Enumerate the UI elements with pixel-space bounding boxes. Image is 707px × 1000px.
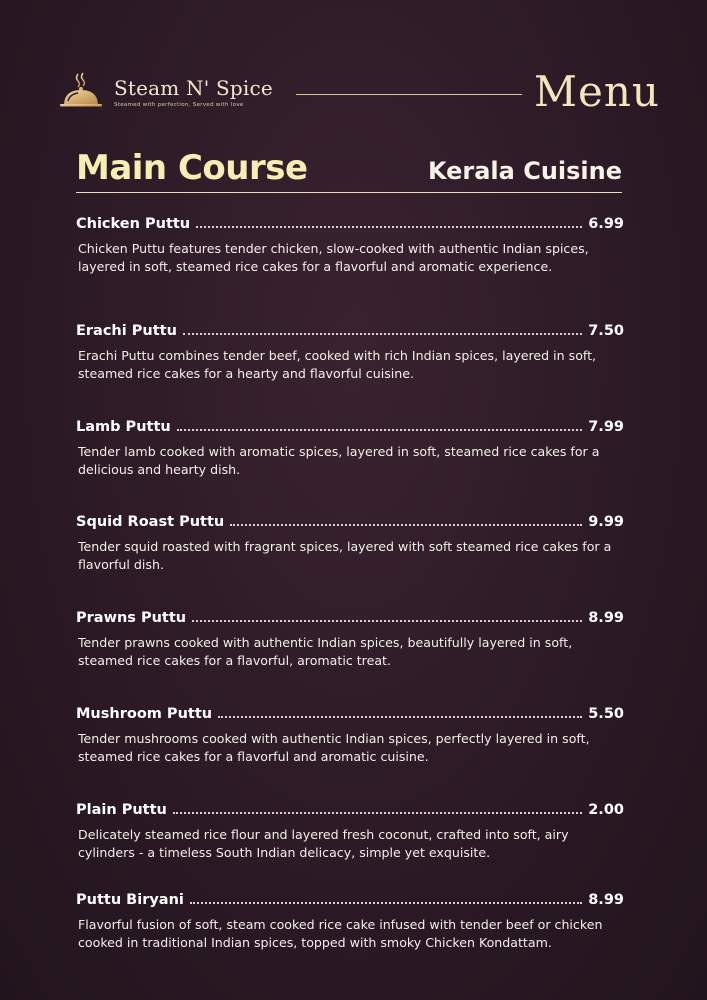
item-name: Erachi Puttu [76,323,177,339]
item-description: Delicately steamed rice flour and layered fresh coconut, crafted into soft, airy cylinders - a timeless South Indian delicacy, simple yet exquisite. [78,827,569,860]
brand-tagline: Steamed with perfection, Served with love [114,102,244,108]
section-header [76,146,622,192]
section-divider [76,192,622,193]
item-description: Tender lamb cooked with aromatic spices, layered in soft, steamed rice cakes for a delicious and hearty dish. [78,444,600,477]
item-price: 5.50 [588,706,624,722]
item-price: 8.99 [588,610,624,626]
dot-leader [173,812,582,814]
item-price: 8.99 [588,892,624,908]
brand-name: Steam N' Spice [114,76,273,100]
logo [56,70,273,114]
menu-item [76,417,624,478]
header [0,0,707,130]
header-divider [296,94,522,95]
item-name: Lamb Puttu [76,419,171,435]
item-description: Flavorful fusion of soft, steam cooked rice cake infused with tender beef or chicken cooked in traditional Indian spices, topped with smoky Chicken Kondattam. [78,917,603,950]
item-name: Puttu Biryani [76,892,184,908]
menu-item [76,512,624,573]
menu-item [76,321,624,382]
section-subtitle: Kerala Cuisine [427,157,622,185]
menu-item [76,704,624,765]
item-price: 7.99 [588,419,624,435]
item-price: 6.99 [588,216,624,232]
item-description: Tender mushrooms cooked with authentic Indian spices, perfectly layered in soft, steamed rice cakes for a flavorful and aromatic cuisine. [78,731,590,764]
dot-leader [177,429,583,431]
item-name: Squid Roast Puttu [76,514,225,530]
dot-leader [190,902,582,904]
item-description: Tender squid roasted with fragrant spices, layered with soft steamed rice cakes for a flavorful dish. [78,539,612,572]
item-name: Mushroom Puttu [76,706,213,722]
menu-item [76,890,644,951]
menu-item [76,800,624,861]
menu-item [76,608,624,669]
dot-leader [196,226,582,228]
item-description: Erachi Puttu combines tender beef, cooked with rich Indian spices, layered in soft, steamed rice cakes for a hearty and flavorful cuisine. [78,348,597,381]
item-description: Chicken Puttu features tender chicken, slow-cooked with authentic Indian spices, layered in soft, steamed rice cakes for a flavorful and aromatic experience. [78,241,589,274]
item-price: 2.00 [588,802,624,818]
item-name: Plain Puttu [76,802,167,818]
item-price: 9.99 [588,514,624,530]
menu-title: Menu [534,67,660,116]
dot-leader [218,716,582,718]
dot-leader [192,620,582,622]
item-description: Tender prawns cooked with authentic Indian spices, beautifully layered in soft, steamed rice cakes for a flavorful, aromatic treat. [78,635,573,668]
menu-item [76,214,624,275]
item-name: Prawns Puttu [76,610,187,626]
cloche-steam-icon [56,70,106,114]
dot-leader [230,524,582,526]
dot-leader [183,333,582,335]
item-name: Chicken Puttu [76,216,191,232]
item-price: 7.50 [588,323,624,339]
section-title: Main Course [76,148,308,188]
